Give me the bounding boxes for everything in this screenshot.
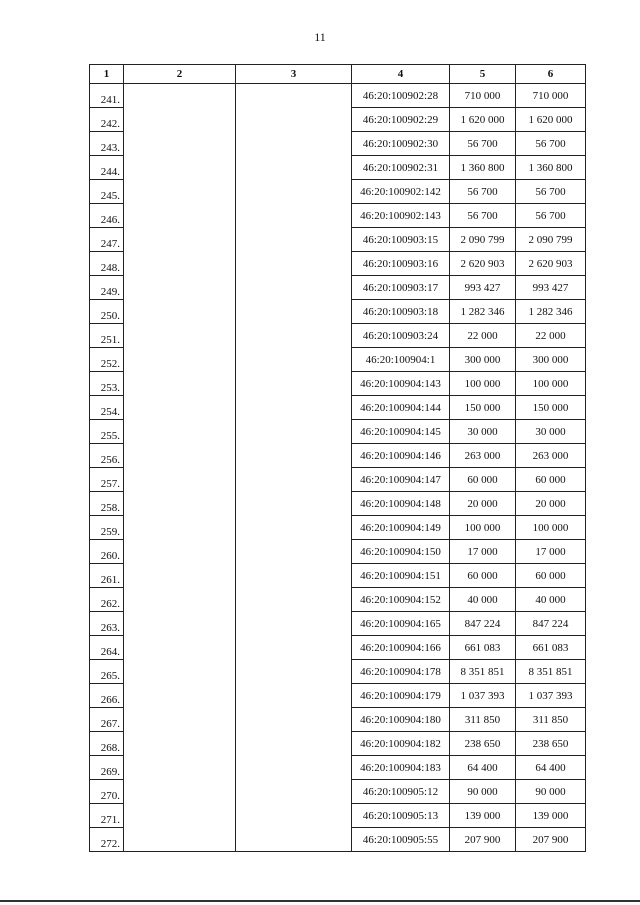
empty-cell-col-2 (124, 636, 236, 660)
value-col-5-cell: 40 000 (450, 588, 516, 612)
table-body (90, 84, 586, 852)
table-row (90, 444, 586, 468)
value-col-5-cell: 1 620 000 (450, 108, 516, 132)
table-row (90, 564, 586, 588)
cadastral-number-cell: 46:20:100902:30 (352, 132, 450, 156)
empty-cell-col-2 (124, 276, 236, 300)
value-col-6-cell: 56 700 (516, 180, 586, 204)
row-number-cell: 258. (90, 492, 124, 516)
table-row (90, 84, 586, 108)
row-number-cell: 247. (90, 228, 124, 252)
empty-cell-col-2 (124, 756, 236, 780)
value-col-6-cell: 40 000 (516, 588, 586, 612)
row-number-cell: 249. (90, 276, 124, 300)
value-col-6-cell: 263 000 (516, 444, 586, 468)
row-number-cell: 246. (90, 204, 124, 228)
empty-cell-col-3 (236, 156, 352, 180)
value-col-6-cell: 238 650 (516, 732, 586, 756)
value-col-6-cell: 100 000 (516, 516, 586, 540)
table-row (90, 420, 586, 444)
cadastral-number-cell: 46:20:100903:24 (352, 324, 450, 348)
cadastral-number-cell: 46:20:100902:142 (352, 180, 450, 204)
empty-cell-col-3 (236, 228, 352, 252)
row-number-cell: 244. (90, 156, 124, 180)
empty-cell-col-2 (124, 780, 236, 804)
cadastral-number-cell: 46:20:100904:180 (352, 708, 450, 732)
value-col-5-cell: 661 083 (450, 636, 516, 660)
cadastral-number-cell: 46:20:100904:165 (352, 612, 450, 636)
cadastral-number-cell: 46:20:100903:15 (352, 228, 450, 252)
row-number-cell: 264. (90, 636, 124, 660)
empty-cell-col-3 (236, 348, 352, 372)
empty-cell-col-3 (236, 84, 352, 108)
value-col-5-cell: 1 360 800 (450, 156, 516, 180)
value-col-6-cell: 60 000 (516, 468, 586, 492)
value-col-6-cell: 207 900 (516, 828, 586, 852)
cadastral-number-cell: 46:20:100905:55 (352, 828, 450, 852)
empty-cell-col-2 (124, 228, 236, 252)
value-col-5-cell: 238 650 (450, 732, 516, 756)
empty-cell-col-3 (236, 444, 352, 468)
empty-cell-col-2 (124, 684, 236, 708)
table-row (90, 612, 586, 636)
row-number-cell: 267. (90, 708, 124, 732)
empty-cell-col-3 (236, 300, 352, 324)
row-number-cell: 265. (90, 660, 124, 684)
header-col-2: 2 (124, 65, 236, 84)
value-col-5-cell: 90 000 (450, 780, 516, 804)
value-col-6-cell: 100 000 (516, 372, 586, 396)
header-col-6: 6 (516, 65, 586, 84)
row-number-cell: 261. (90, 564, 124, 588)
table-row (90, 804, 586, 828)
empty-cell-col-3 (236, 540, 352, 564)
cadastral-number-cell: 46:20:100904:152 (352, 588, 450, 612)
empty-cell-col-2 (124, 204, 236, 228)
header-col-5: 5 (450, 65, 516, 84)
cadastral-number-cell: 46:20:100902:28 (352, 84, 450, 108)
value-col-6-cell: 1 037 393 (516, 684, 586, 708)
row-number-cell: 259. (90, 516, 124, 540)
empty-cell-col-3 (236, 684, 352, 708)
table-row (90, 108, 586, 132)
value-col-5-cell: 300 000 (450, 348, 516, 372)
table-row (90, 732, 586, 756)
value-col-6-cell: 1 620 000 (516, 108, 586, 132)
empty-cell-col-3 (236, 564, 352, 588)
value-col-6-cell: 311 850 (516, 708, 586, 732)
empty-cell-col-2 (124, 564, 236, 588)
value-col-6-cell: 17 000 (516, 540, 586, 564)
empty-cell-col-2 (124, 660, 236, 684)
table-row (90, 660, 586, 684)
table-row (90, 252, 586, 276)
cadastral-number-cell: 46:20:100902:29 (352, 108, 450, 132)
empty-cell-col-2 (124, 492, 236, 516)
value-col-6-cell: 661 083 (516, 636, 586, 660)
row-number-cell: 241. (90, 84, 124, 108)
cadastral-number-cell: 46:20:100904:145 (352, 420, 450, 444)
empty-cell-col-2 (124, 300, 236, 324)
table-row (90, 372, 586, 396)
table-header (90, 65, 586, 84)
row-number-cell: 262. (90, 588, 124, 612)
empty-cell-col-3 (236, 324, 352, 348)
empty-cell-col-3 (236, 252, 352, 276)
table-row (90, 468, 586, 492)
empty-cell-col-3 (236, 180, 352, 204)
value-col-6-cell: 30 000 (516, 420, 586, 444)
cadastral-number-cell: 46:20:100904:149 (352, 516, 450, 540)
value-col-6-cell: 300 000 (516, 348, 586, 372)
empty-cell-col-2 (124, 732, 236, 756)
row-number-cell: 252. (90, 348, 124, 372)
value-col-5-cell: 139 000 (450, 804, 516, 828)
value-col-5-cell: 710 000 (450, 84, 516, 108)
empty-cell-col-3 (236, 828, 352, 852)
value-col-6-cell: 139 000 (516, 804, 586, 828)
row-number-cell: 251. (90, 324, 124, 348)
cadastral-number-cell: 46:20:100904:143 (352, 372, 450, 396)
empty-cell-col-2 (124, 324, 236, 348)
row-number-cell: 269. (90, 756, 124, 780)
value-col-5-cell: 263 000 (450, 444, 516, 468)
row-number-cell: 254. (90, 396, 124, 420)
table-row (90, 684, 586, 708)
value-col-6-cell: 2 620 903 (516, 252, 586, 276)
parcel-table (89, 64, 586, 852)
empty-cell-col-3 (236, 732, 352, 756)
value-col-5-cell: 311 850 (450, 708, 516, 732)
header-col-1: 1 (90, 65, 124, 84)
empty-cell-col-2 (124, 180, 236, 204)
value-col-5-cell: 64 400 (450, 756, 516, 780)
empty-cell-col-3 (236, 132, 352, 156)
row-number-cell: 268. (90, 732, 124, 756)
value-col-5-cell: 56 700 (450, 204, 516, 228)
table-row (90, 708, 586, 732)
empty-cell-col-3 (236, 612, 352, 636)
empty-cell-col-3 (236, 756, 352, 780)
value-col-6-cell: 22 000 (516, 324, 586, 348)
cadastral-number-cell: 46:20:100903:16 (352, 252, 450, 276)
value-col-5-cell: 22 000 (450, 324, 516, 348)
table-row (90, 228, 586, 252)
empty-cell-col-2 (124, 348, 236, 372)
value-col-5-cell: 207 900 (450, 828, 516, 852)
row-number-cell: 245. (90, 180, 124, 204)
value-col-6-cell: 56 700 (516, 132, 586, 156)
row-number-cell: 248. (90, 252, 124, 276)
empty-cell-col-2 (124, 468, 236, 492)
value-col-6-cell: 20 000 (516, 492, 586, 516)
cadastral-number-cell: 46:20:100904:147 (352, 468, 450, 492)
empty-cell-col-3 (236, 372, 352, 396)
row-number-cell: 243. (90, 132, 124, 156)
row-number-cell: 266. (90, 684, 124, 708)
row-number-cell: 271. (90, 804, 124, 828)
value-col-6-cell: 150 000 (516, 396, 586, 420)
value-col-5-cell: 150 000 (450, 396, 516, 420)
empty-cell-col-3 (236, 396, 352, 420)
empty-cell-col-3 (236, 468, 352, 492)
value-col-5-cell: 100 000 (450, 372, 516, 396)
empty-cell-col-3 (236, 780, 352, 804)
table-row (90, 492, 586, 516)
empty-cell-col-2 (124, 108, 236, 132)
value-col-5-cell: 60 000 (450, 468, 516, 492)
row-number-cell: 242. (90, 108, 124, 132)
value-col-5-cell: 30 000 (450, 420, 516, 444)
empty-cell-col-2 (124, 804, 236, 828)
empty-cell-col-2 (124, 588, 236, 612)
value-col-6-cell: 1 360 800 (516, 156, 586, 180)
empty-cell-col-2 (124, 156, 236, 180)
header-col-3: 3 (236, 65, 352, 84)
cadastral-number-cell: 46:20:100904:150 (352, 540, 450, 564)
table-row (90, 180, 586, 204)
page-number: 11 (314, 30, 326, 44)
cadastral-number-cell: 46:20:100905:12 (352, 780, 450, 804)
empty-cell-col-3 (236, 492, 352, 516)
cadastral-number-cell: 46:20:100903:18 (352, 300, 450, 324)
value-col-6-cell: 710 000 (516, 84, 586, 108)
empty-cell-col-2 (124, 396, 236, 420)
cadastral-number-cell: 46:20:100904:148 (352, 492, 450, 516)
empty-cell-col-3 (236, 636, 352, 660)
cadastral-number-cell: 46:20:100902:143 (352, 204, 450, 228)
value-col-6-cell: 64 400 (516, 756, 586, 780)
value-col-5-cell: 60 000 (450, 564, 516, 588)
cadastral-number-cell: 46:20:100904:178 (352, 660, 450, 684)
cadastral-number-cell: 46:20:100904:1 (352, 348, 450, 372)
value-col-6-cell: 60 000 (516, 564, 586, 588)
empty-cell-col-3 (236, 108, 352, 132)
value-col-5-cell: 20 000 (450, 492, 516, 516)
table-row (90, 132, 586, 156)
empty-cell-col-3 (236, 204, 352, 228)
empty-cell-col-3 (236, 276, 352, 300)
empty-cell-col-2 (124, 84, 236, 108)
value-col-5-cell: 100 000 (450, 516, 516, 540)
value-col-5-cell: 17 000 (450, 540, 516, 564)
value-col-5-cell: 2 090 799 (450, 228, 516, 252)
empty-cell-col-2 (124, 252, 236, 276)
row-number-cell: 272. (90, 828, 124, 852)
header-col-4: 4 (352, 65, 450, 84)
table-row (90, 276, 586, 300)
empty-cell-col-3 (236, 588, 352, 612)
empty-cell-col-2 (124, 828, 236, 852)
value-col-6-cell: 56 700 (516, 204, 586, 228)
cadastral-number-cell: 46:20:100902:31 (352, 156, 450, 180)
empty-cell-col-2 (124, 708, 236, 732)
empty-cell-col-2 (124, 516, 236, 540)
cadastral-number-cell: 46:20:100904:166 (352, 636, 450, 660)
value-col-5-cell: 1 037 393 (450, 684, 516, 708)
empty-cell-col-3 (236, 420, 352, 444)
empty-cell-col-2 (124, 540, 236, 564)
cadastral-number-cell: 46:20:100904:151 (352, 564, 450, 588)
empty-cell-col-2 (124, 444, 236, 468)
cadastral-number-cell: 46:20:100904:182 (352, 732, 450, 756)
table-row (90, 396, 586, 420)
header-row (90, 65, 586, 84)
value-col-5-cell: 847 224 (450, 612, 516, 636)
value-col-6-cell: 847 224 (516, 612, 586, 636)
value-col-5-cell: 2 620 903 (450, 252, 516, 276)
cadastral-number-cell: 46:20:100904:144 (352, 396, 450, 420)
empty-cell-col-2 (124, 612, 236, 636)
row-number-cell: 257. (90, 468, 124, 492)
value-col-6-cell: 8 351 851 (516, 660, 586, 684)
row-number-cell: 263. (90, 612, 124, 636)
table-row (90, 348, 586, 372)
value-col-6-cell: 90 000 (516, 780, 586, 804)
scan-edge-line (0, 900, 640, 902)
row-number-cell: 256. (90, 444, 124, 468)
table-row (90, 780, 586, 804)
value-col-5-cell: 56 700 (450, 132, 516, 156)
table-row (90, 588, 586, 612)
cadastral-number-cell: 46:20:100903:17 (352, 276, 450, 300)
empty-cell-col-3 (236, 804, 352, 828)
value-col-6-cell: 993 427 (516, 276, 586, 300)
value-col-5-cell: 1 282 346 (450, 300, 516, 324)
cadastral-number-cell: 46:20:100904:179 (352, 684, 450, 708)
value-col-5-cell: 56 700 (450, 180, 516, 204)
table-row (90, 156, 586, 180)
table-row (90, 324, 586, 348)
row-number-cell: 250. (90, 300, 124, 324)
table-row (90, 756, 586, 780)
value-col-5-cell: 8 351 851 (450, 660, 516, 684)
value-col-6-cell: 1 282 346 (516, 300, 586, 324)
cadastral-number-cell: 46:20:100904:183 (352, 756, 450, 780)
value-col-5-cell: 993 427 (450, 276, 516, 300)
value-col-6-cell: 2 090 799 (516, 228, 586, 252)
table-row (90, 204, 586, 228)
row-number-cell: 260. (90, 540, 124, 564)
cadastral-number-cell: 46:20:100905:13 (352, 804, 450, 828)
row-number-cell: 255. (90, 420, 124, 444)
table-row (90, 828, 586, 852)
empty-cell-col-3 (236, 516, 352, 540)
row-number-cell: 270. (90, 780, 124, 804)
table-row (90, 516, 586, 540)
cadastral-number-cell: 46:20:100904:146 (352, 444, 450, 468)
table-row (90, 300, 586, 324)
empty-cell-col-2 (124, 132, 236, 156)
empty-cell-col-3 (236, 708, 352, 732)
empty-cell-col-2 (124, 420, 236, 444)
empty-cell-col-2 (124, 372, 236, 396)
table-row (90, 636, 586, 660)
row-number-cell: 253. (90, 372, 124, 396)
empty-cell-col-3 (236, 660, 352, 684)
table-row (90, 540, 586, 564)
